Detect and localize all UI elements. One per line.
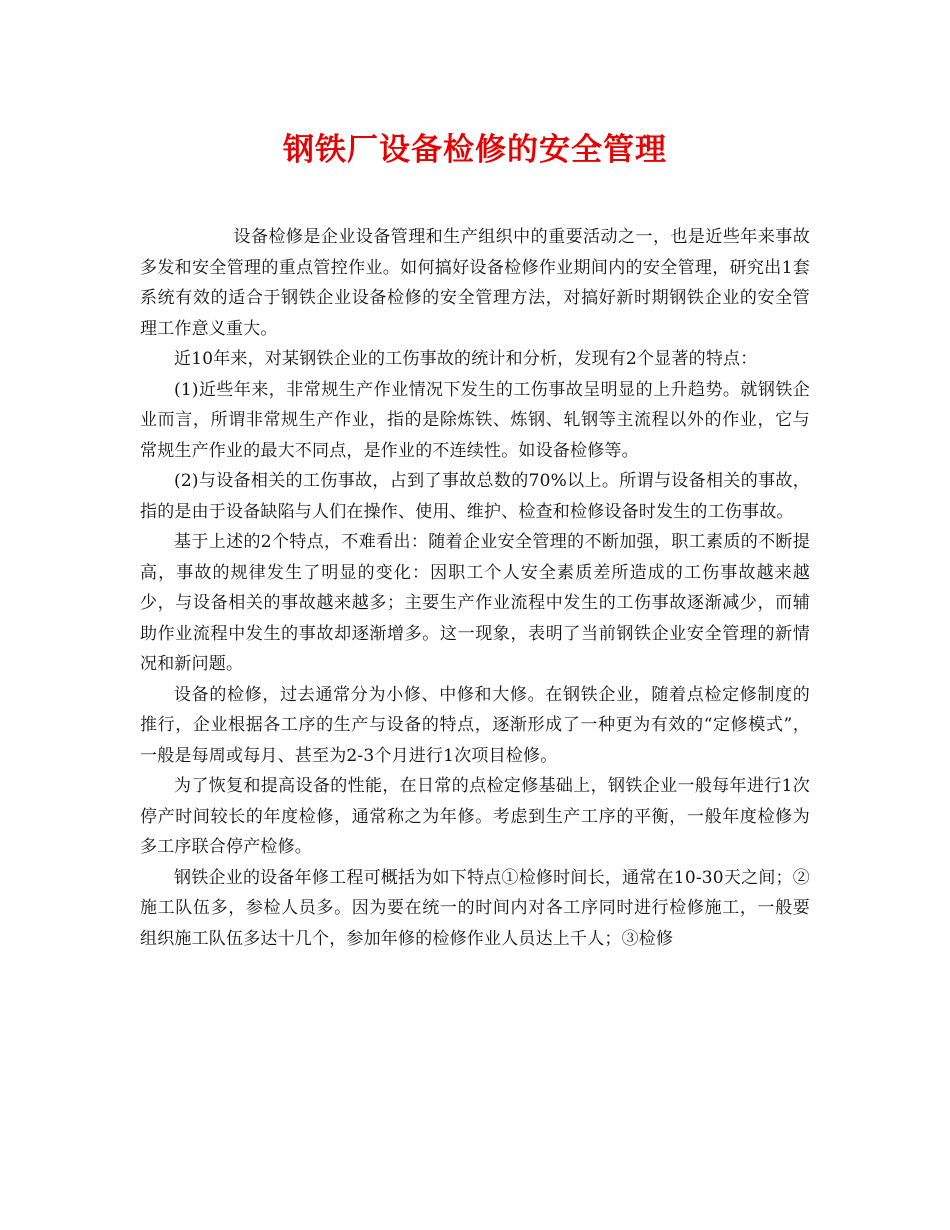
paragraph-analysis: 基于上述的2个特点，不难看出：随着企业安全管理的不断加强，职工素质的不断提高，事故的规律发生了明显的变化：因职工个人安全素质差所造成的工伤事故越来越少，与设备相关的事故越来越多；主要生产作业流程中发生的工伤事故逐渐减少，而辅助作业流程中发生的事故却逐渐增多。这一现象，表明了当前钢铁企业安全管理的新情况和新问题。 xyxy=(140,532,810,674)
paragraph-maintenance-types: 设备的检修，过去通常分为小修、中修和大修。在钢铁企业，随着点检定修制度的推行，企业根据各工序的生产与设备的特点，逐渐形成了一种更为有效的“定修模式”，一般是每周或每月、甚至为2-3个月进行1次项目检修。 xyxy=(140,684,810,766)
paragraph-annual-overhaul: 为了恢复和提高设备的性能，在日常的点检定修基础上，钢铁企业一般每年进行1次停产时间较长的年度检修，通常称之为年修。考虑到生产工序的平衡，一般年度检修为多工序联合停产检修。 xyxy=(140,776,810,857)
paragraph-feature-1: (1)近些年来，非常规生产作业情况下发生的工伤事故呈明显的上升趋势。就钢铁企业而言，所谓非常规生产作业，指的是除炼铁、炼钢、轧钢等主流程以外的作业，它与常规生产作业的最大不同点，是作业的不连续性。如设备检修等。 xyxy=(140,379,810,461)
paragraph-intro: 设备检修是企业设备管理和生产组织中的重要活动之一，也是近些年来事故多发和安全管理的重点管控作业。如何搞好设备检修作业期间内的安全管理，研究出1套系统有效的适合于钢铁企业设备检修的安全管理方法，对搞好新时期钢铁企业的安全管理工作意义重大。 xyxy=(140,227,810,339)
paragraph-feature-2: (2)与设备相关的工伤事故，占到了事故总数的70%以上。所谓与设备相关的事故，指的是由于设备缺陷与人们在操作、使用、维护、检查和检修设备时发生的工伤事故。 xyxy=(140,471,810,522)
document-title: 钢铁厂设备检修的安全管理 xyxy=(283,132,667,168)
paragraph-statistics: 近10年来，对某钢铁企业的工伤事故的统计和分析，发现有2个显著的特点： xyxy=(174,349,758,369)
paragraph-overhaul-features: 钢铁企业的设备年修工程可概括为如下特点①检修时间长，通常在10-30天之间；②施工队伍多，参检人员多。因为要在统一的时间内对各工序同时进行检修施工，一般要组织施工队伍多达十几个，参加年修的检修作业人员达上千人；③检修 xyxy=(140,867,810,949)
